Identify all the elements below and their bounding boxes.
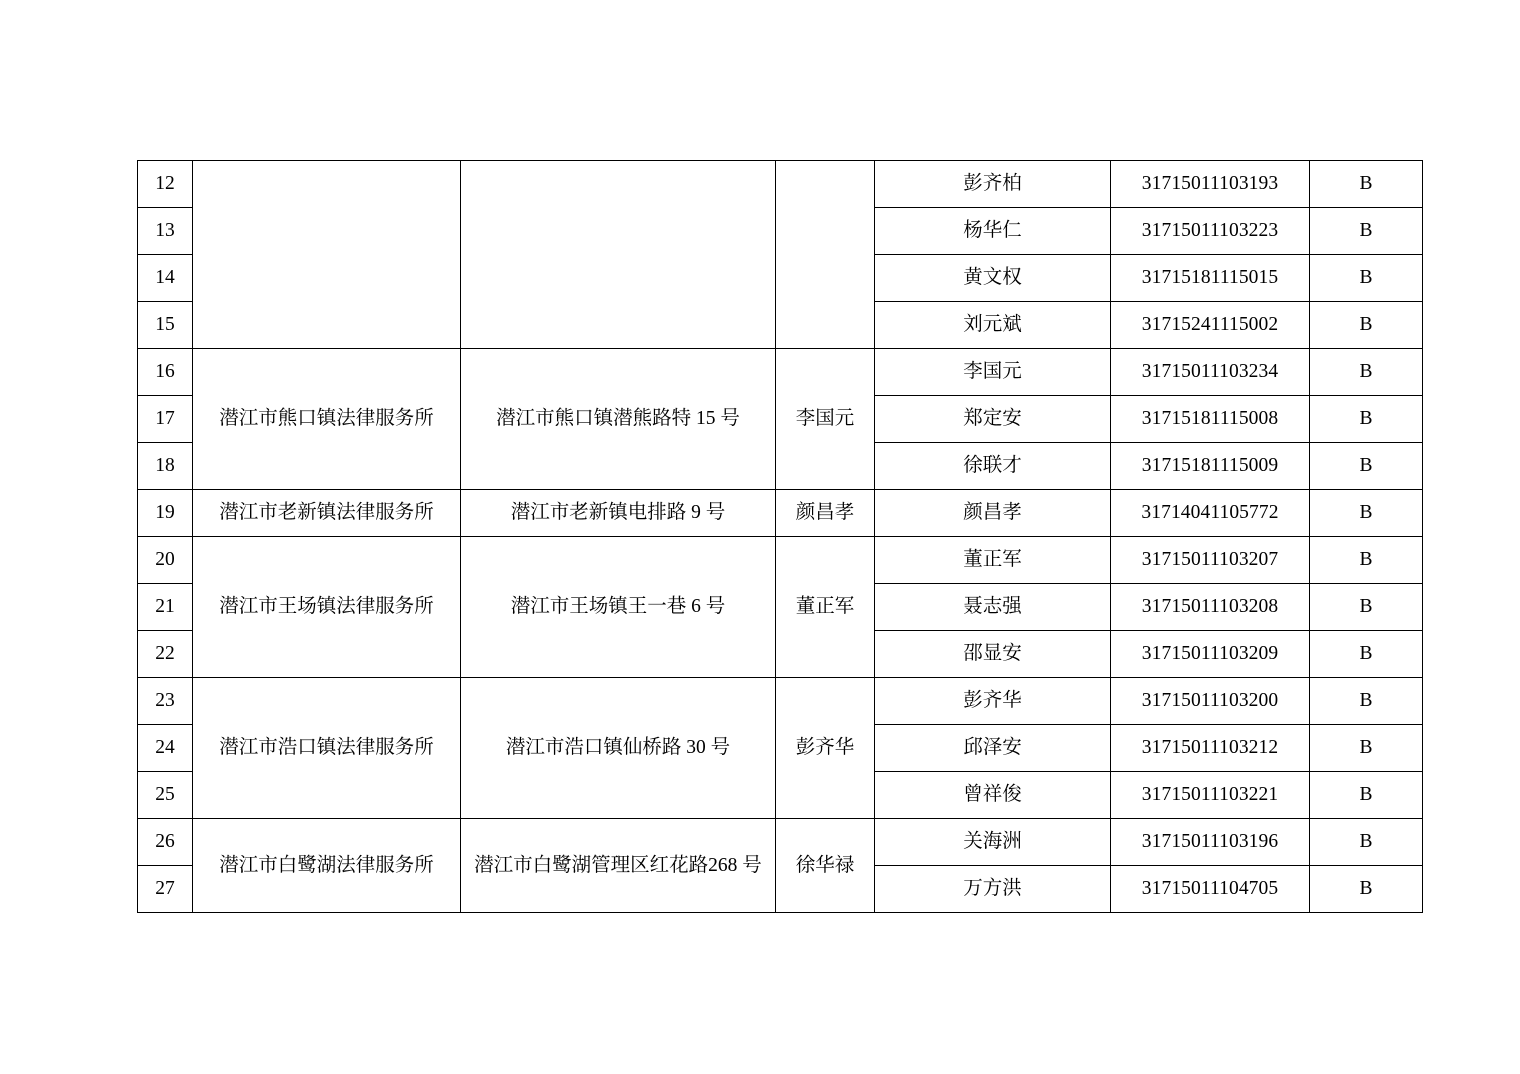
org-address-cell: 潜江市熊口镇潜熊路特 15 号 [461, 349, 776, 490]
row-index: 19 [138, 490, 193, 537]
legal-service-registry-table [137, 160, 1423, 913]
row-index: 27 [138, 866, 193, 913]
org-name-cell: 潜江市白鹭湖法律服务所 [193, 819, 461, 913]
license-number: 31715011104705 [1111, 866, 1310, 913]
row-index: 21 [138, 584, 193, 631]
license-number: 31715011103212 [1111, 725, 1310, 772]
grade-level: B [1310, 208, 1423, 255]
table-row [138, 349, 1423, 396]
person-name: 杨华仁 [875, 208, 1111, 255]
org-head-cell [776, 161, 875, 349]
grade-level: B [1310, 866, 1423, 913]
row-index: 14 [138, 255, 193, 302]
person-name: 徐联才 [875, 443, 1111, 490]
grade-level: B [1310, 631, 1423, 678]
grade-level: B [1310, 678, 1423, 725]
org-head-cell: 颜昌孝 [776, 490, 875, 537]
person-name: 颜昌孝 [875, 490, 1111, 537]
grade-level: B [1310, 443, 1423, 490]
grade-level: B [1310, 490, 1423, 537]
row-index: 24 [138, 725, 193, 772]
license-number: 31715011103200 [1111, 678, 1310, 725]
license-number: 31715241115002 [1111, 302, 1310, 349]
table-row [138, 537, 1423, 584]
person-name: 聂志强 [875, 584, 1111, 631]
person-name: 曾祥俊 [875, 772, 1111, 819]
grade-level: B [1310, 302, 1423, 349]
person-name: 彭齐柏 [875, 161, 1111, 208]
person-name: 李国元 [875, 349, 1111, 396]
grade-level: B [1310, 819, 1423, 866]
license-number: 31715011103234 [1111, 349, 1310, 396]
grade-level: B [1310, 396, 1423, 443]
grade-level: B [1310, 537, 1423, 584]
license-number: 31715011103193 [1111, 161, 1310, 208]
person-name: 彭齐华 [875, 678, 1111, 725]
row-index: 26 [138, 819, 193, 866]
person-name: 郑定安 [875, 396, 1111, 443]
org-name-cell: 潜江市老新镇法律服务所 [193, 490, 461, 537]
license-number: 31715011103208 [1111, 584, 1310, 631]
table-row [138, 161, 1423, 208]
org-head-cell: 董正军 [776, 537, 875, 678]
org-address-cell: 潜江市浩口镇仙桥路 30 号 [461, 678, 776, 819]
grade-level: B [1310, 349, 1423, 396]
org-name-cell: 潜江市浩口镇法律服务所 [193, 678, 461, 819]
row-index: 20 [138, 537, 193, 584]
person-name: 董正军 [875, 537, 1111, 584]
license-number: 31715011103209 [1111, 631, 1310, 678]
grade-level: B [1310, 161, 1423, 208]
org-name-cell: 潜江市王场镇法律服务所 [193, 537, 461, 678]
person-name: 万方洪 [875, 866, 1111, 913]
registry-table-container [137, 160, 1415, 913]
license-number: 31715181115009 [1111, 443, 1310, 490]
license-number: 31715011103207 [1111, 537, 1310, 584]
row-index: 15 [138, 302, 193, 349]
row-index: 16 [138, 349, 193, 396]
person-name: 邱泽安 [875, 725, 1111, 772]
person-name: 刘元斌 [875, 302, 1111, 349]
table-row [138, 490, 1423, 537]
row-index: 23 [138, 678, 193, 725]
row-index: 17 [138, 396, 193, 443]
org-address-cell: 潜江市白鹭湖管理区红花路268 号 [461, 819, 776, 913]
row-index: 25 [138, 772, 193, 819]
row-index: 18 [138, 443, 193, 490]
license-number: 31715011103221 [1111, 772, 1310, 819]
license-number: 31715011103223 [1111, 208, 1310, 255]
row-index: 12 [138, 161, 193, 208]
grade-level: B [1310, 584, 1423, 631]
org-name-cell [193, 161, 461, 349]
org-head-cell: 彭齐华 [776, 678, 875, 819]
person-name: 邵显安 [875, 631, 1111, 678]
person-name: 黄文权 [875, 255, 1111, 302]
table-body [138, 161, 1423, 913]
org-head-cell: 徐华禄 [776, 819, 875, 913]
org-address-cell [461, 161, 776, 349]
license-number: 31715181115008 [1111, 396, 1310, 443]
table-row [138, 678, 1423, 725]
grade-level: B [1310, 255, 1423, 302]
grade-level: B [1310, 725, 1423, 772]
org-name-cell: 潜江市熊口镇法律服务所 [193, 349, 461, 490]
person-name: 关海洲 [875, 819, 1111, 866]
license-number: 31714041105772 [1111, 490, 1310, 537]
org-address-cell: 潜江市老新镇电排路 9 号 [461, 490, 776, 537]
row-index: 13 [138, 208, 193, 255]
license-number: 31715181115015 [1111, 255, 1310, 302]
grade-level: B [1310, 772, 1423, 819]
org-address-cell: 潜江市王场镇王一巷 6 号 [461, 537, 776, 678]
license-number: 31715011103196 [1111, 819, 1310, 866]
org-head-cell: 李国元 [776, 349, 875, 490]
table-row [138, 819, 1423, 866]
row-index: 22 [138, 631, 193, 678]
